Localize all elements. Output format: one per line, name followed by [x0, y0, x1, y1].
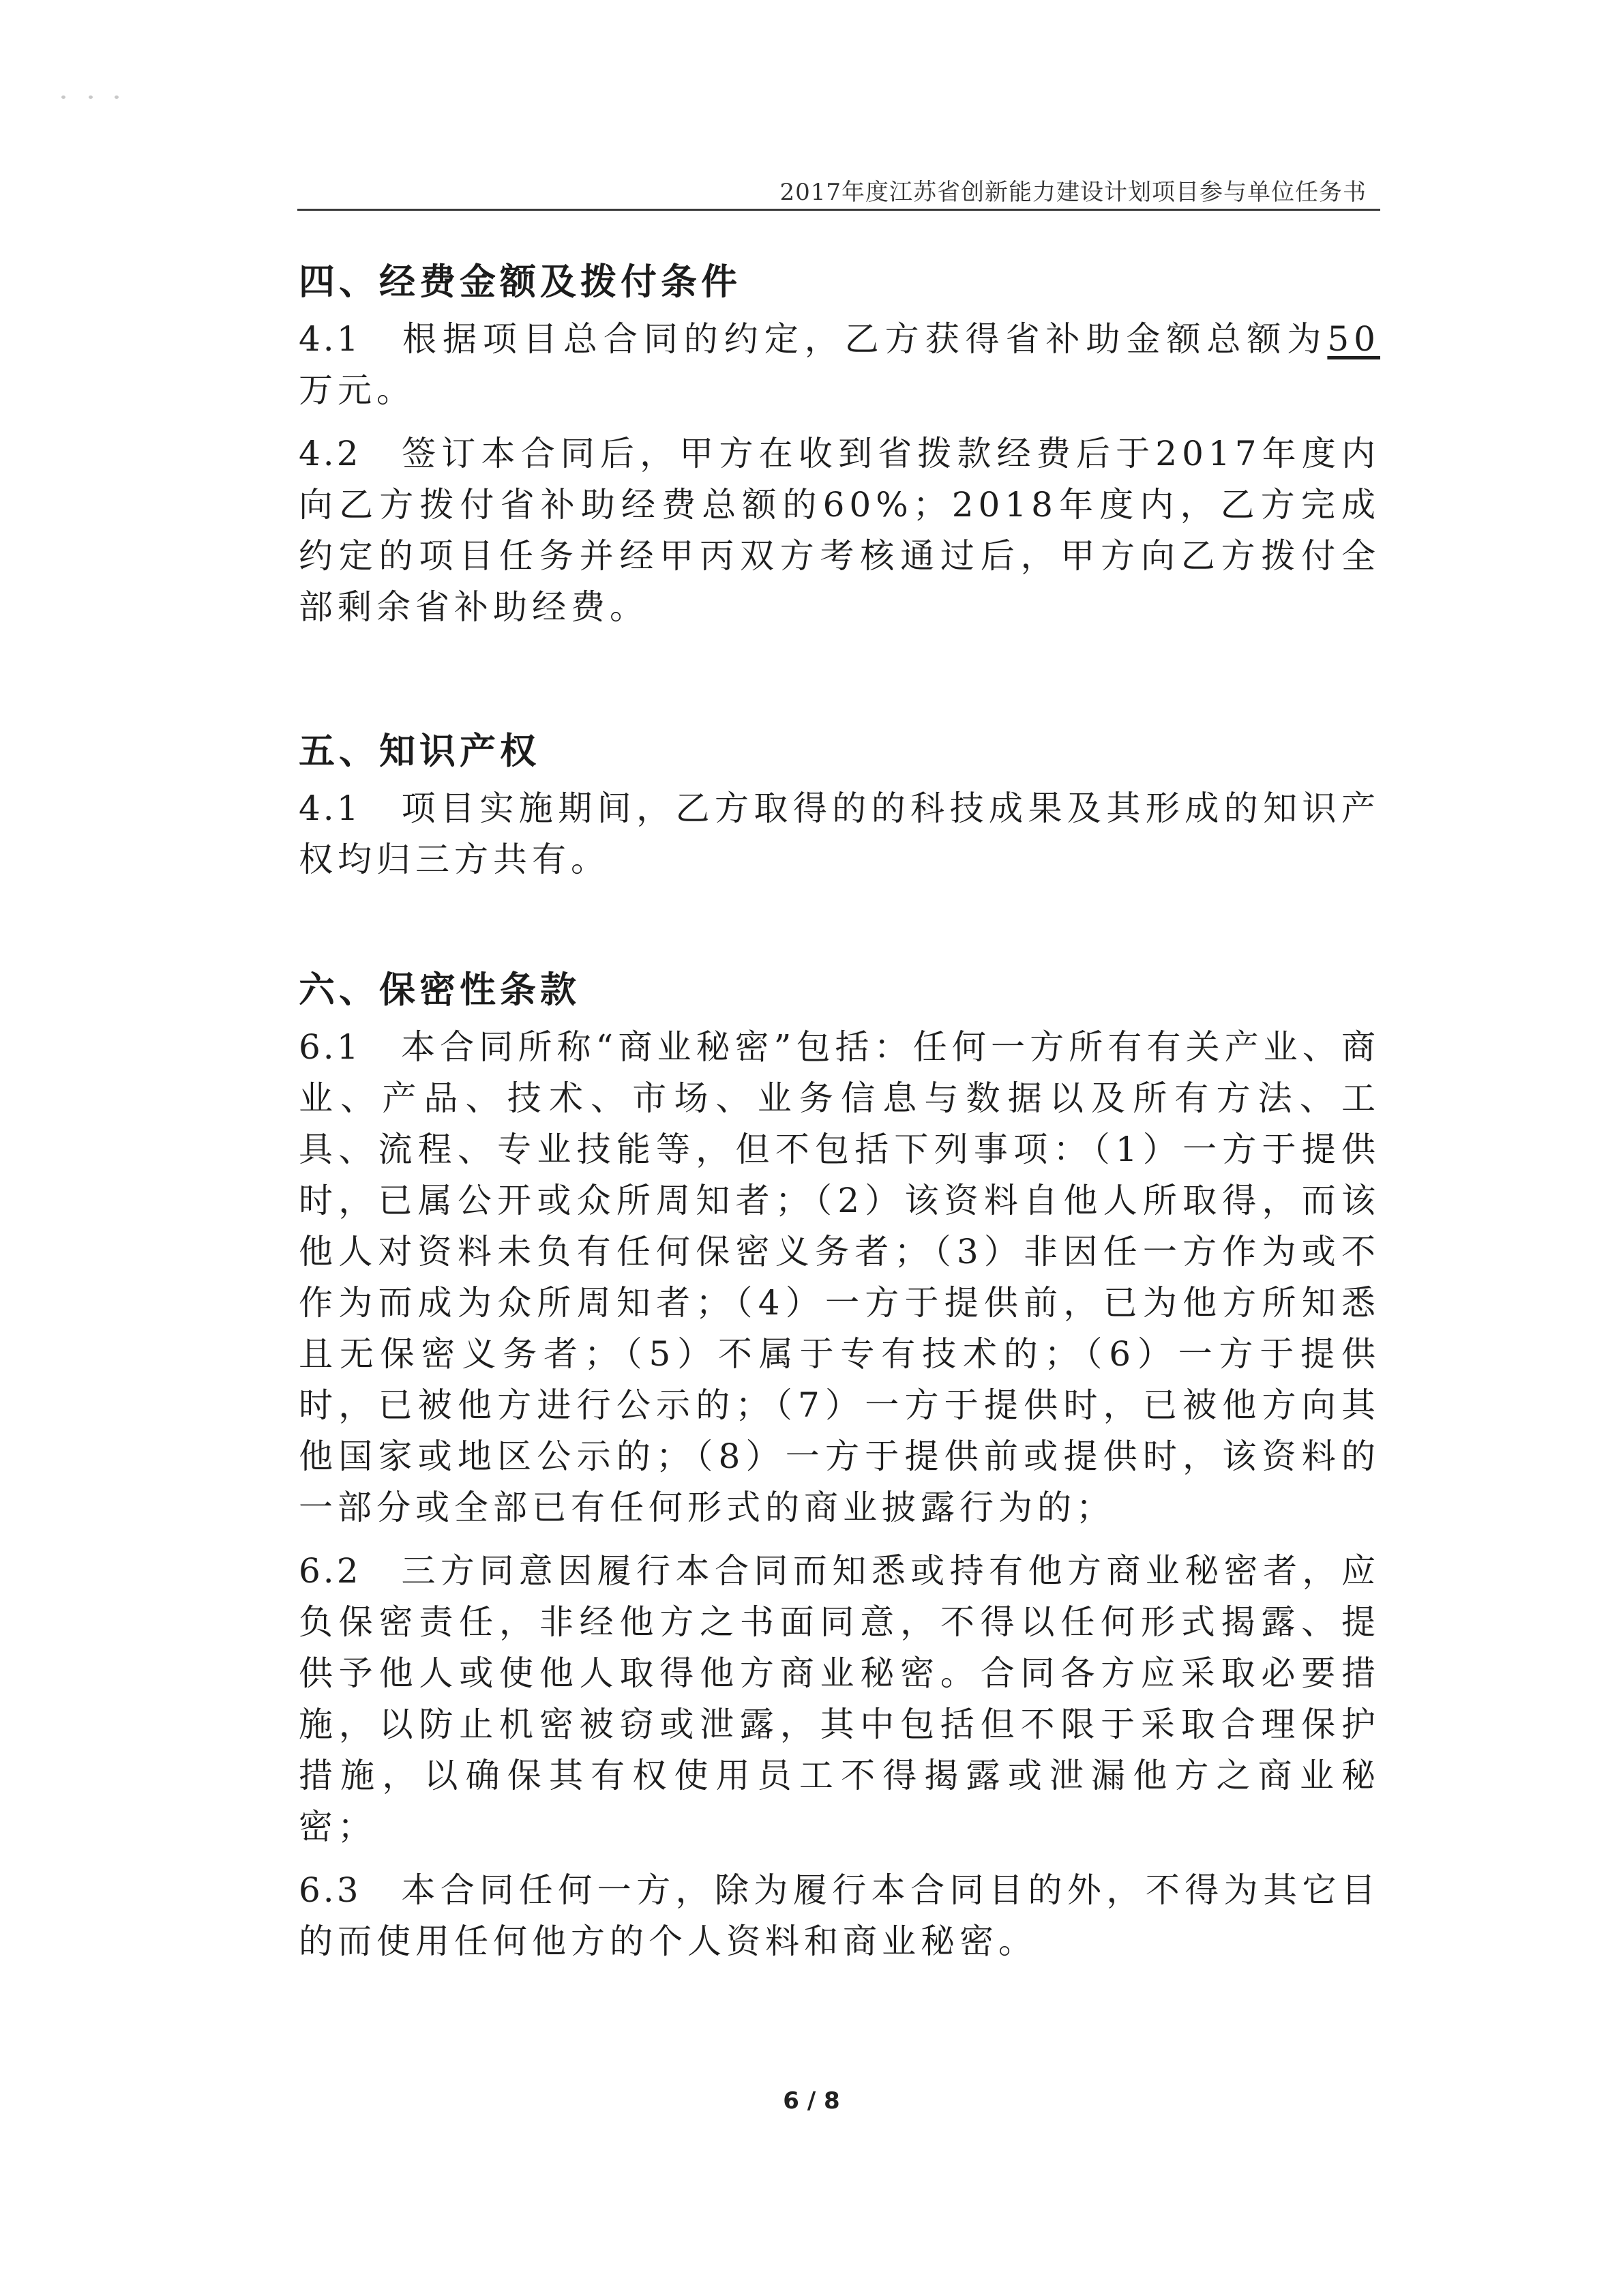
section-spacer	[299, 898, 1380, 959]
section-spacer	[299, 645, 1380, 720]
clause-text-end: 万元。	[299, 370, 415, 410]
clause-4-1	[299, 314, 1380, 416]
clause-text: 本合同所称“商业秘密”包括：任何一方所有有关产业、商业、产品、技术、市场、业务信息与数据以及所有方法、工具、流程、专业技能等，但不包括下列事项：（1）一方于提供时，已属公开或众所周知者；（2）该资料自他人所取得，而该他人对资料未负有任何保密义务者；（3）非因任一方作为或不作为而成为众所周知者；（4）一方于提供前，已为他方所知悉且无保密义务者；（5）不属于专有技术的；（6）一方于提供时，已被他方进行公示的；（7）一方于提供时，已被他方向其他国家或地区公示的；（8）一方于提供前或提供时，该资料的一部分或全部已有任何形式的商业披露行为的；	[299, 1027, 1380, 1527]
document-body	[299, 251, 1380, 1979]
clause-ip-4-1	[299, 783, 1380, 885]
clause-number: 6.2	[299, 1551, 361, 1591]
page-number: 6 / 8	[783, 2087, 840, 2115]
clause-number: 6.1	[299, 1027, 361, 1067]
section-heading-funding: 四、经费金额及拨付条件	[299, 261, 741, 303]
clause-text: 根据项目总合同的约定，乙方获得省补助金额总额为	[401, 319, 1328, 359]
header-divider	[297, 209, 1380, 211]
clause-text: 本合同任何一方，除为履行本合同目的外，不得为其它目的而使用任何他方的个人资料和商业秘密。	[299, 1870, 1380, 1961]
clause-number: 4.2	[299, 434, 361, 473]
section-heading-confidentiality: 六、保密性条款	[299, 969, 580, 1011]
clause-number: 4.1	[299, 319, 361, 359]
clause-6-2	[299, 1546, 1380, 1853]
scan-artifact	[61, 95, 143, 102]
clause-6-3	[299, 1865, 1380, 1967]
clause-number: 4.1	[299, 789, 361, 828]
clause-text: 项目实施期间，乙方取得的的科技成果及其形成的知识产权均归三方共有。	[299, 789, 1380, 879]
page-header-title: 2017年度江苏省创新能力建设计划项目参与单位任务书	[779, 179, 1367, 206]
section-heading-ip: 五、知识产权	[299, 731, 540, 772]
clause-text: 三方同意因履行本合同而知悉或持有他方商业秘密者，应负保密责任，非经他方之书面同意，不得以任何形式揭露、提供予他人或使他人取得他方商业秘密。合同各方应采取必要措施，以防止机密被窃或泄露，其中包括但不限于采取合理保护措施，以确保其有权使用员工不得揭露或泄漏他方之商业秘密；	[299, 1551, 1380, 1846]
clause-number: 6.3	[299, 1870, 361, 1910]
clause-4-2	[299, 428, 1380, 633]
clause-text: 签订本合同后，甲方在收到省拨款经费后于2017年度内向乙方拨付省补助经费总额的60%；2018年度内，乙方完成约定的项目任务并经甲丙双方考核通过后，甲方向乙方拨付全部剩余省补助经费。	[299, 434, 1380, 627]
subsidy-amount: 50	[1327, 319, 1380, 359]
clause-6-1	[299, 1022, 1380, 1533]
